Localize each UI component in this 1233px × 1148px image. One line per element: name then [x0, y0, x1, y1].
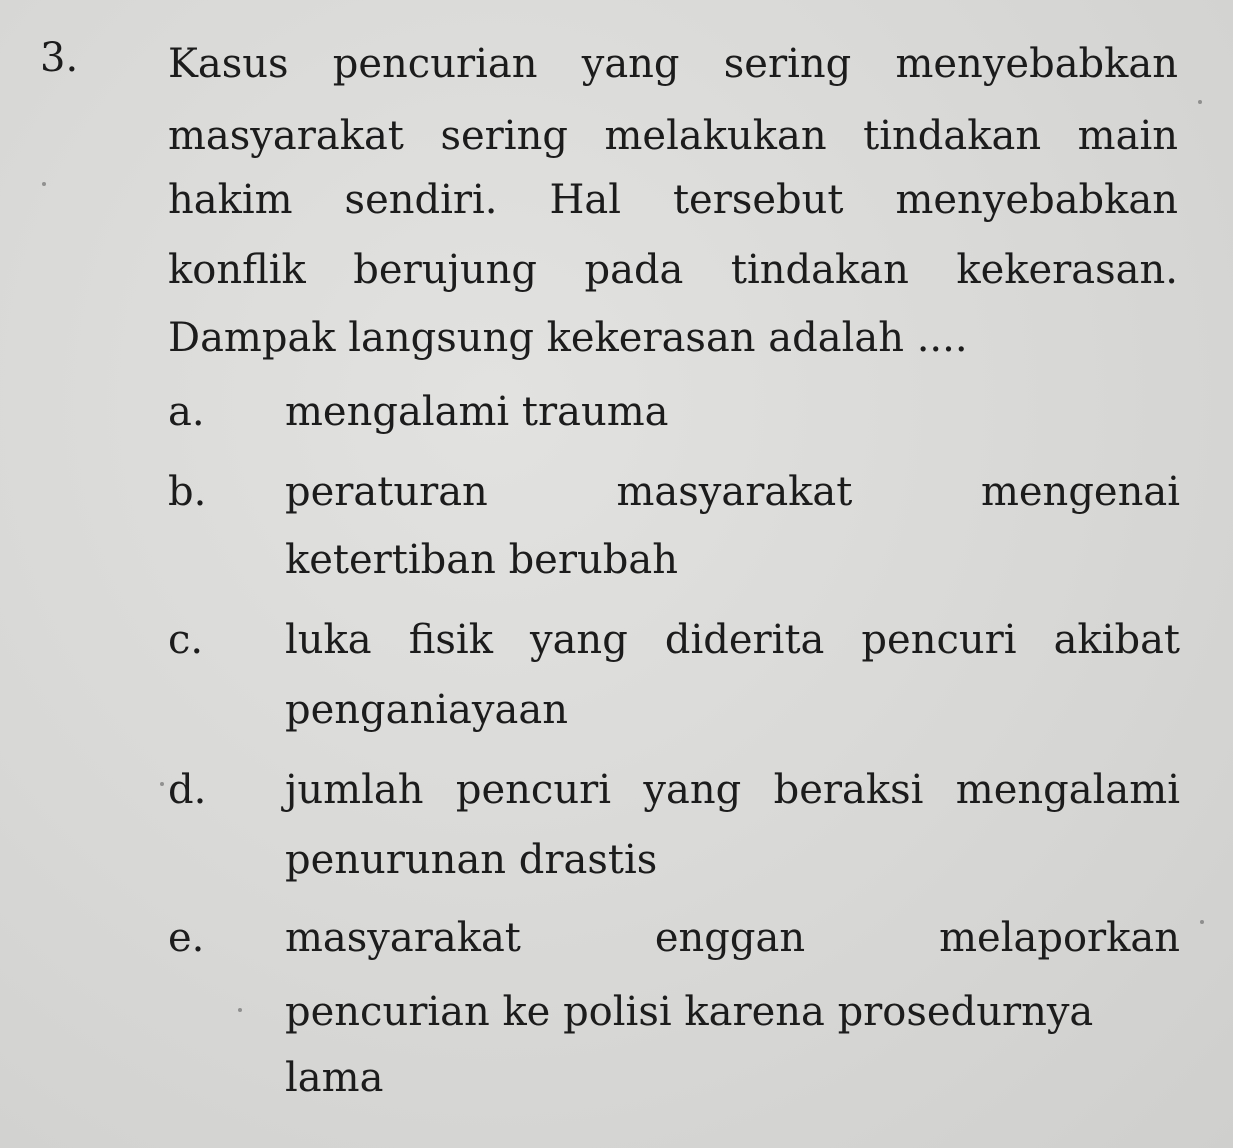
question-text-line-3: hakim sendiri. Hal tersebut menyebabkan	[168, 177, 1178, 223]
option-text-line-1: peraturan masyarakat mengenai	[285, 469, 1180, 515]
option-text-line-3: lama	[285, 1055, 384, 1101]
option-letter: e.	[168, 915, 205, 961]
question-text-line-1: Kasus pencurian yang sering menyebabkan	[168, 41, 1178, 87]
option-letter: c.	[168, 617, 204, 663]
option-text-line-2: penganiayaan	[285, 687, 568, 733]
question-number: 3.	[40, 35, 79, 81]
question-text-line-2: masyarakat sering melakukan tindakan main	[168, 113, 1178, 159]
option-text: mengalami trauma	[285, 389, 669, 435]
option-text-line-1: jumlah pencuri yang beraksi mengalami	[285, 767, 1180, 813]
option-text-line-2: ketertiban berubah	[285, 537, 678, 583]
paper-speck	[1198, 100, 1202, 104]
option-letter: a.	[168, 389, 205, 435]
option-text-line-1: luka fisik yang diderita pencuri akibat	[285, 617, 1180, 663]
question-text-line-4: konflik berujung pada tindakan kekerasan.	[168, 247, 1178, 293]
question-text-line-5: Dampak langsung kekerasan adalah ....	[168, 315, 968, 361]
paper-speck	[42, 182, 46, 186]
paper-speck	[1200, 920, 1204, 924]
paper-speck	[238, 1008, 242, 1012]
option-text-line-1: masyarakat enggan melaporkan	[285, 915, 1180, 961]
option-letter: b.	[168, 469, 207, 515]
option-text-line-2: pencurian ke polisi karena prosedurnya	[285, 989, 1094, 1035]
option-text-line-2: penurunan drastis	[285, 837, 658, 883]
option-letter: d.	[168, 767, 207, 813]
paper-speck	[160, 782, 164, 786]
